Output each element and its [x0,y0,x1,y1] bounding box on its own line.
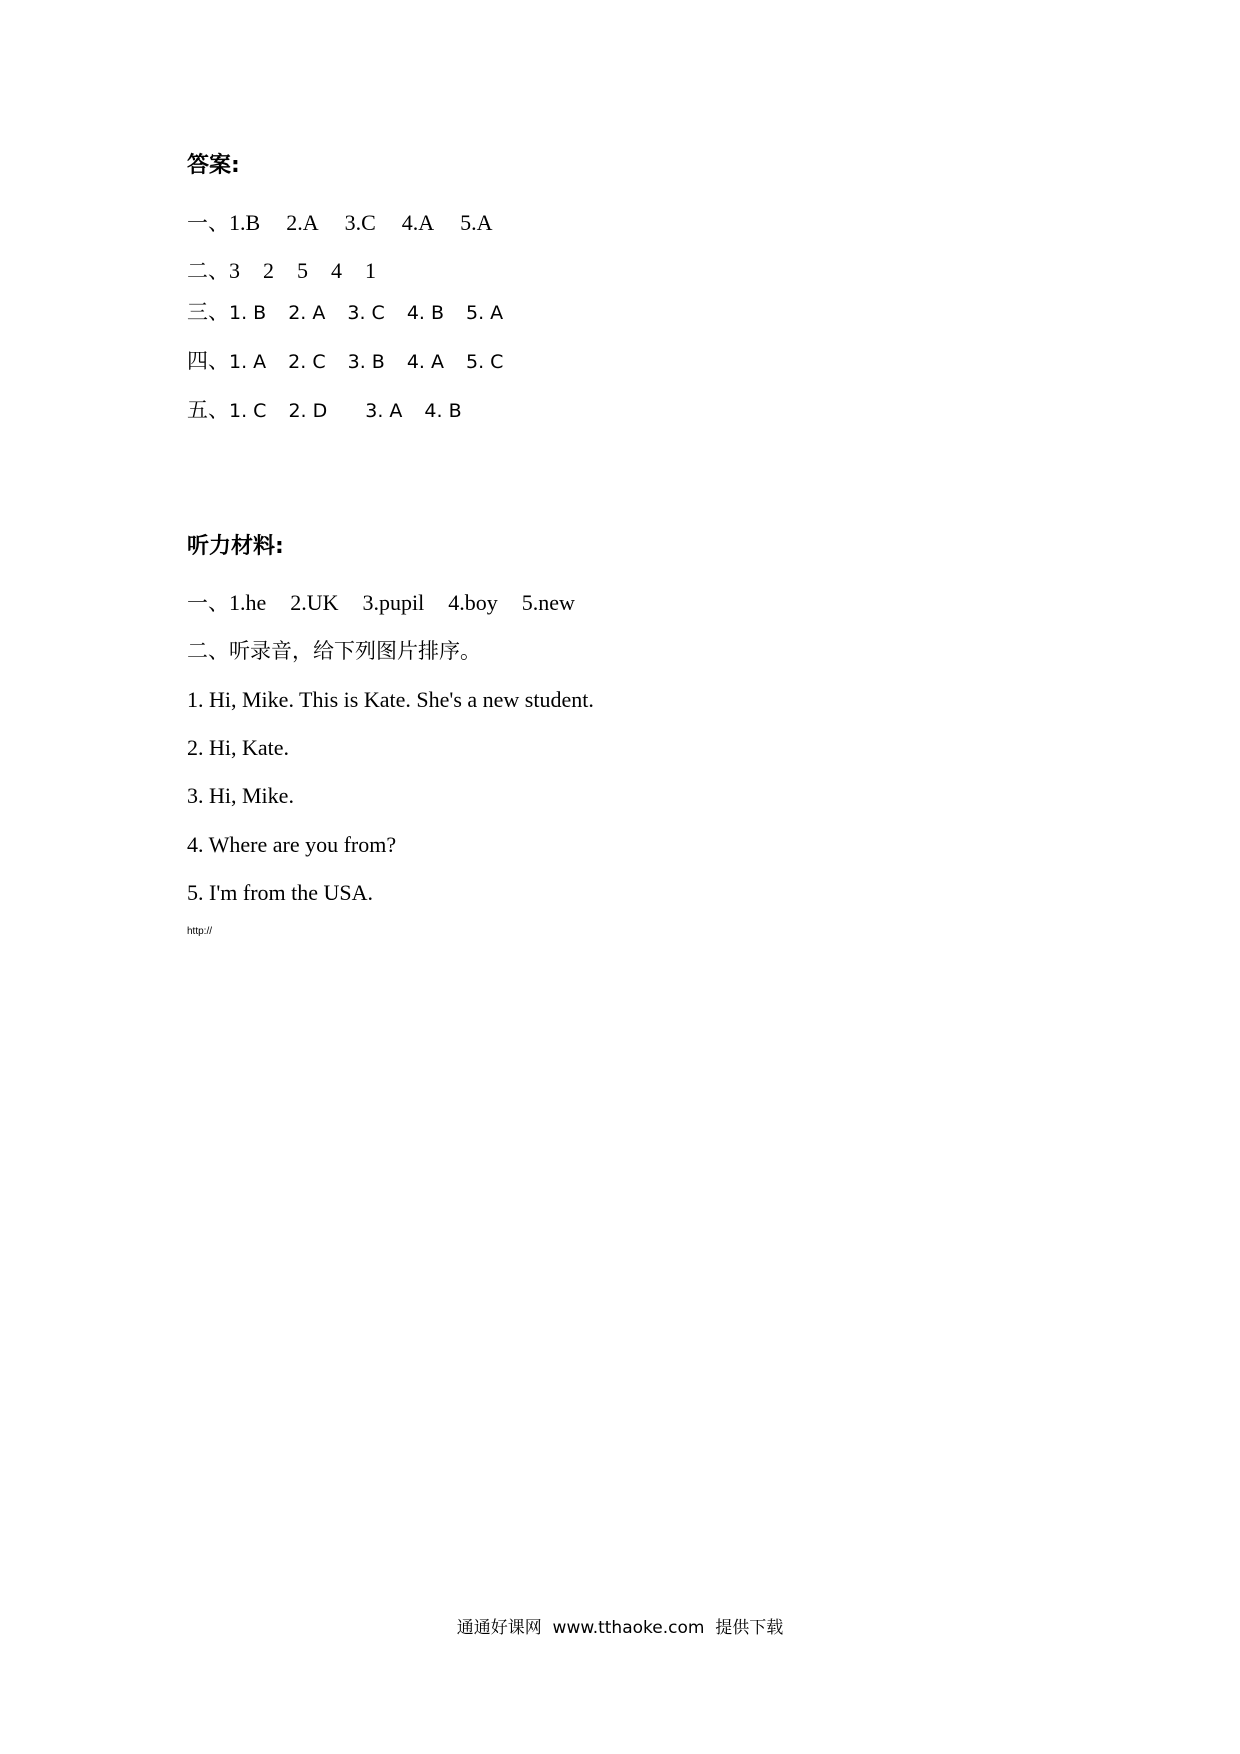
answer-row-prefix: 四、 [187,349,229,373]
answer-item: 4. B [406,302,445,324]
listening-part1-prefix: 一、 [187,591,229,615]
answer-item: 4. B [424,400,462,422]
answer-item: 1. B [229,302,267,324]
answer-row-2 [187,256,376,289]
page-footer: 通通好课网 www.tthaoke.com 提供下载 [456,1618,784,1638]
answer-item: 3.C [344,210,376,235]
answer-row-4 [187,346,503,379]
answers-heading: 答案: [187,153,240,178]
answer-item: 1.B [229,210,261,235]
answer-item: 5. A [466,302,504,324]
listening-heading: 听力材料: [187,534,284,559]
sentence-5: 5. I'm from the USA. [187,880,374,905]
answer-row-3 [187,297,503,330]
answer-item: 1 [365,258,376,283]
word-item: 5.new [521,590,575,615]
answer-item: 2. A [288,302,326,324]
sentence-1: 1. Hi, Mike. This is Kate. She's a new student. [187,687,594,712]
answer-item: 4. A [406,351,444,373]
answer-item: 2 [263,258,274,283]
word-item: 2.UK [290,590,339,615]
answer-item: 2. D [288,400,328,422]
answer-item: 3. C [347,302,385,324]
answer-item: 3 [229,258,240,283]
answer-item: 4 [331,258,342,283]
answer-item: 5 [297,258,308,283]
answer-row-5 [187,395,462,428]
answer-row-prefix: 三、 [187,300,229,324]
answer-item: 3. B [347,351,385,373]
answer-item: 4.A [401,210,435,235]
sentence-3: 3. Hi, Mike. [187,783,294,808]
word-item: 1.he [229,590,267,615]
listening-part2-title: 二、听录音，给下列图片排序。 [187,639,481,663]
answer-row-prefix: 五、 [187,398,229,422]
answer-item: 2.A [286,210,319,235]
sentence-4: 4. Where are you from? [187,832,397,857]
word-item: 4.boy [448,590,498,615]
listening-part1 [187,588,575,621]
answer-row-1 [187,208,493,241]
answer-row-prefix: 一、 [187,211,229,235]
answer-item: 5.A [460,210,493,235]
word-item: 3.pupil [362,590,425,615]
answer-item: 5. C [465,351,504,373]
answer-item: 2. C [288,351,326,373]
answer-item: 1. C [229,400,267,422]
url-note: http:// [187,926,213,937]
answer-item: 3. A [365,400,403,422]
answer-row-prefix: 二、 [187,259,229,283]
sentence-2: 2. Hi, Kate. [187,735,290,760]
answer-item: 1. A [229,351,267,373]
